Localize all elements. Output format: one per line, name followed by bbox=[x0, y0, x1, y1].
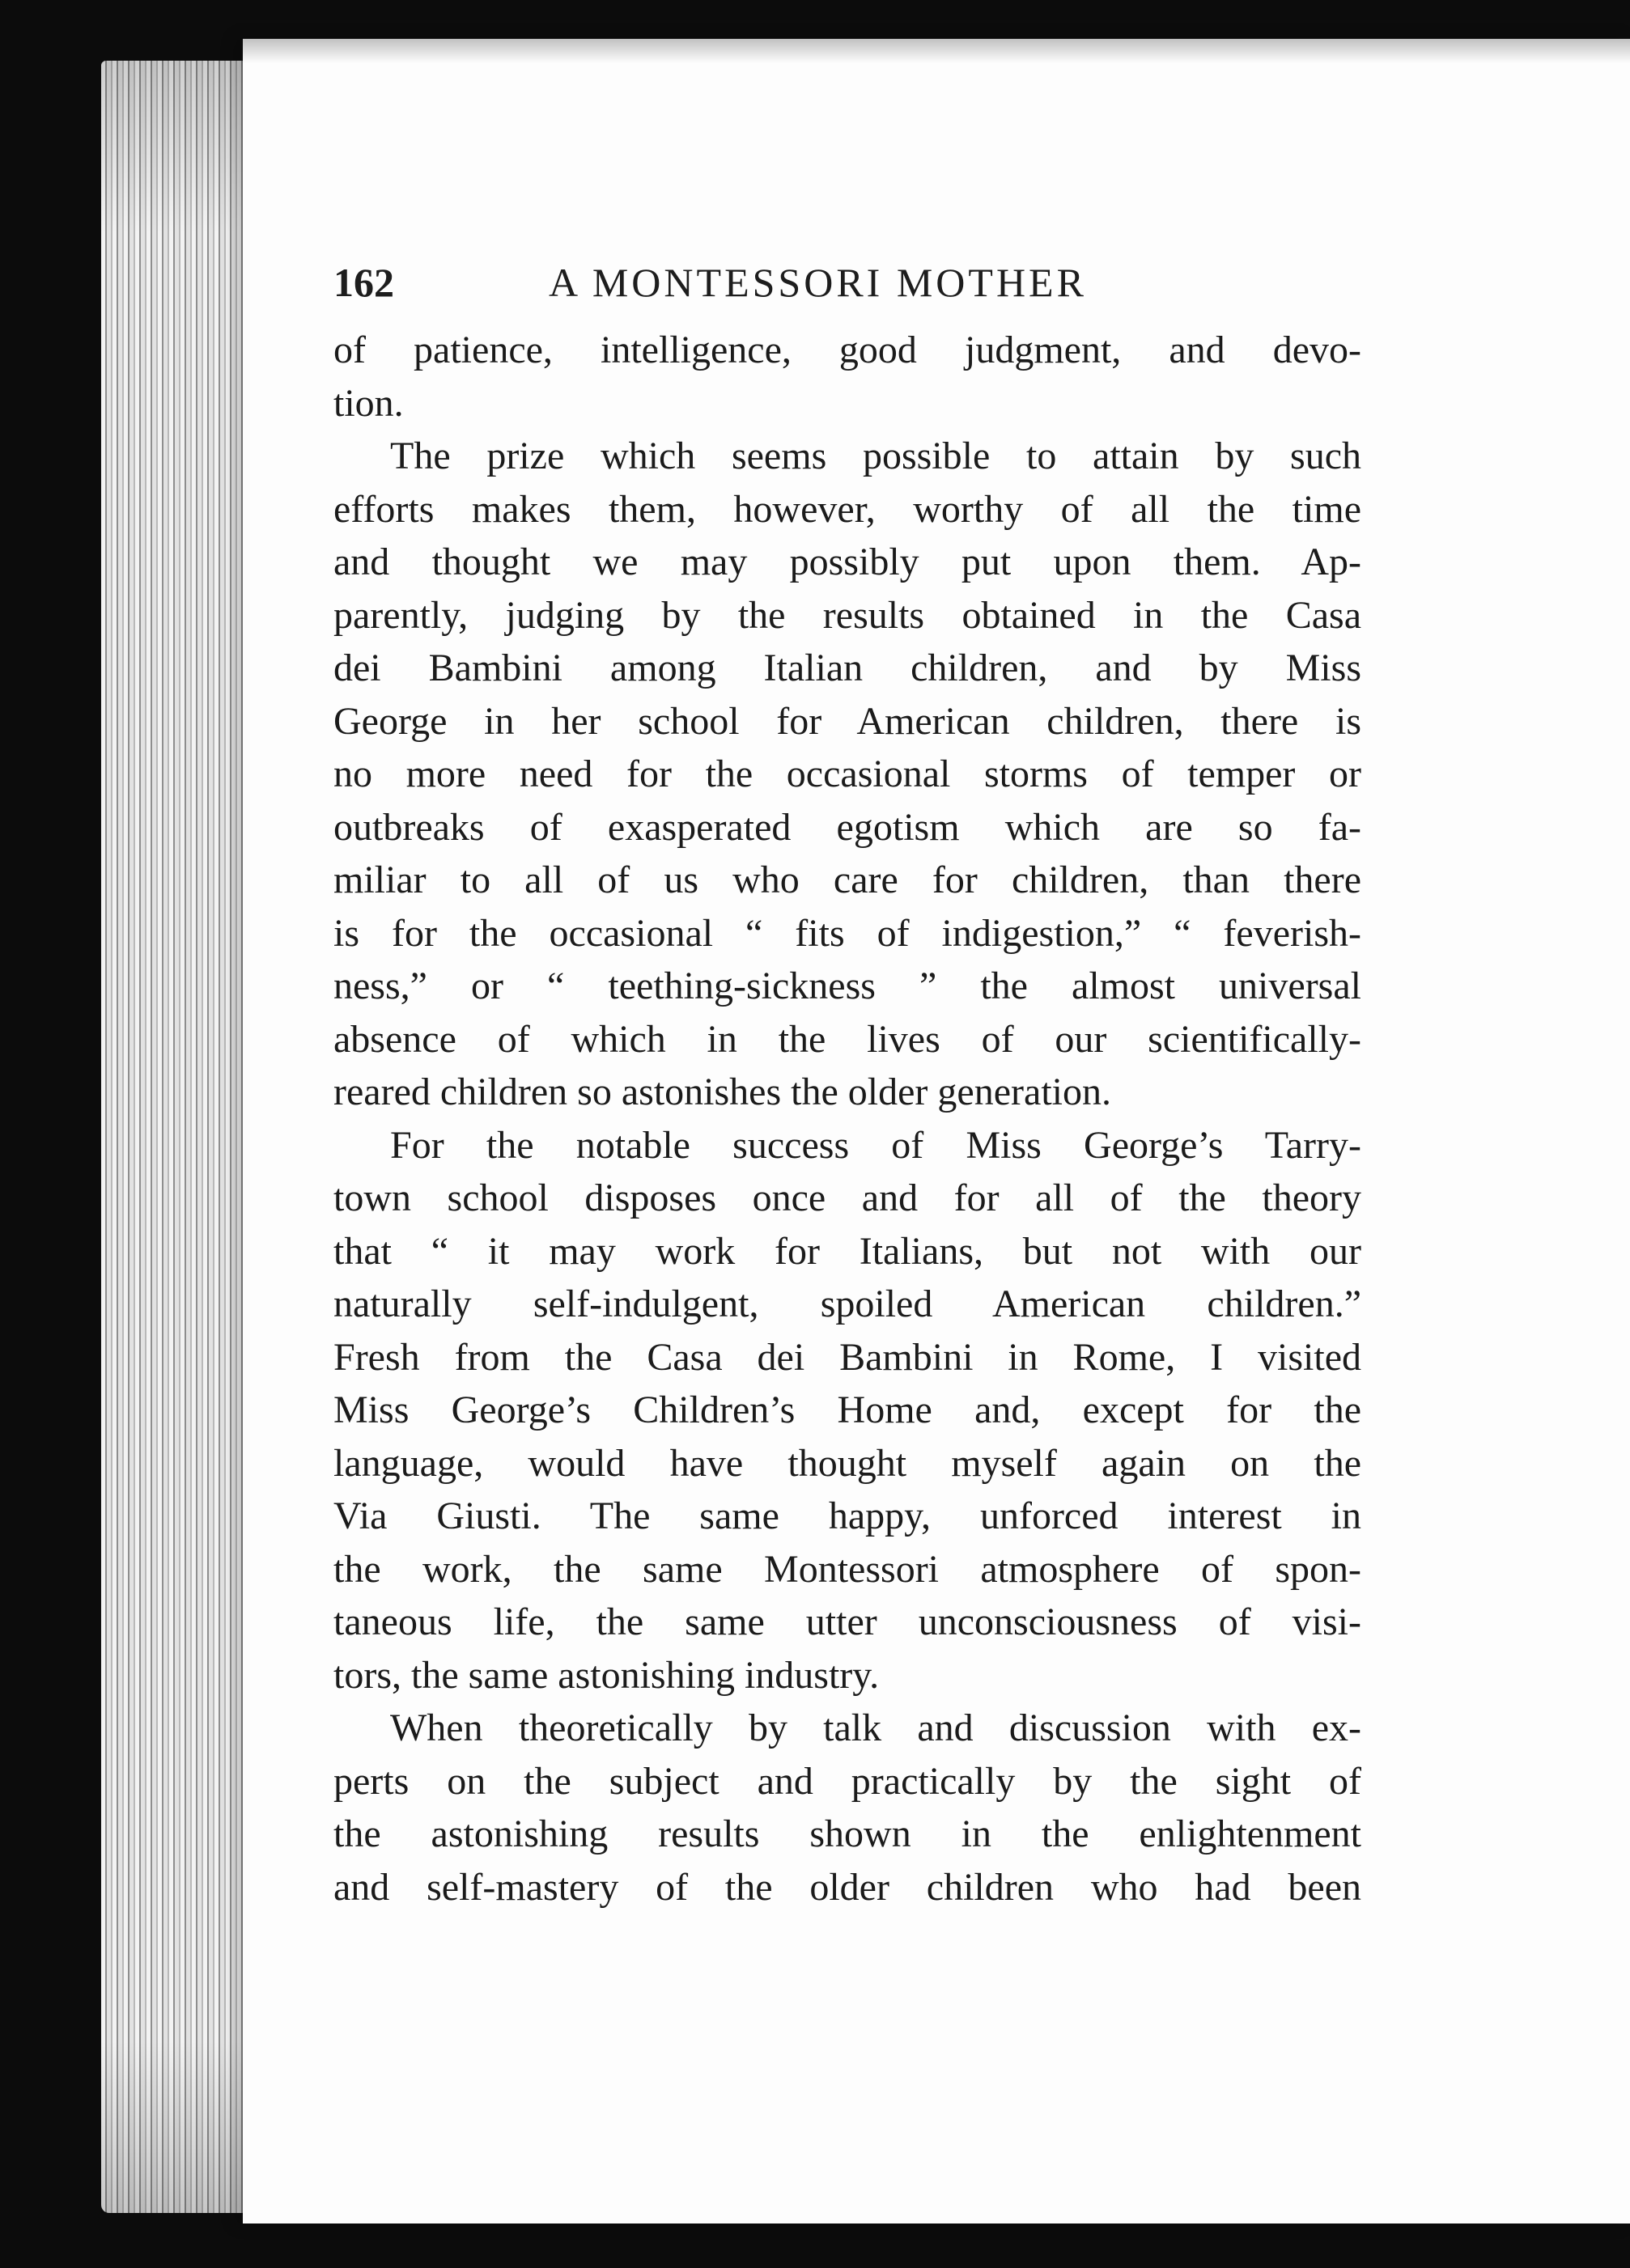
text-line: dei Bambini among Italian children, and by Miss bbox=[333, 646, 1361, 689]
text-line: taneous life, the same utter unconsciousness of visi- bbox=[333, 1600, 1361, 1643]
text-line: When theoretically by talk and discussion with ex- bbox=[390, 1706, 1361, 1749]
text-line: Fresh from the Casa dei Bambini in Rome, I visited bbox=[333, 1335, 1361, 1379]
text-line: outbreaks of exasperated egotism which are so fa- bbox=[333, 805, 1361, 849]
page-number: 162 bbox=[333, 260, 394, 305]
running-head: A MONTESSORI MOTHER bbox=[549, 260, 1087, 305]
text-line: miliar to all of us who care for children, than there bbox=[333, 858, 1361, 901]
text-line: Miss George’s Children’s Home and, except for the bbox=[333, 1388, 1361, 1431]
text-line: of patience, intelligence, good judgment, and devo- bbox=[333, 329, 1361, 371]
text-line: absence of which in the lives of our scientifically- bbox=[333, 1017, 1361, 1061]
text-line: For the notable success of Miss George’s Tarry- bbox=[390, 1123, 1361, 1167]
text-line: efforts makes them, however, worthy of all the time bbox=[333, 487, 1361, 531]
text-line: and self-mastery of the older children who had been bbox=[333, 1865, 1361, 1909]
text-line: naturally self-indulgent, spoiled American children.” bbox=[333, 1282, 1361, 1325]
text-line: ness,” or “ teething-sickness ” the almost universal bbox=[333, 964, 1361, 1007]
text-line: the work, the same Montessori atmosphere of spon- bbox=[333, 1547, 1361, 1591]
page-shadow bbox=[243, 39, 1630, 63]
text-line: the astonishing results shown in the enlightenment bbox=[333, 1812, 1361, 1855]
text-line: is for the occasional “ fits of indigestion,” “ feverish- bbox=[333, 911, 1361, 955]
text-line: George in her school for American children, there is bbox=[333, 699, 1361, 743]
page-header bbox=[333, 228, 1377, 317]
text-line: parently, judging by the results obtained in the Casa bbox=[333, 593, 1361, 637]
text-line: no more need for the occasional storms of temper or bbox=[333, 752, 1361, 795]
text-line: town school disposes once and for all of the theory bbox=[333, 1176, 1361, 1219]
text-line: tors, the same astonishing industry. bbox=[333, 1653, 880, 1697]
body-text bbox=[333, 324, 1361, 1914]
text-line: reared children so astonishes the older generation. bbox=[333, 1070, 1111, 1113]
text-line: language, would have thought myself again on the bbox=[333, 1441, 1361, 1485]
text-line: that “ it may work for Italians, but not with our bbox=[333, 1229, 1361, 1273]
text-line: tion. bbox=[333, 381, 404, 425]
text-line: Via Giusti. The same happy, unforced interest in bbox=[333, 1494, 1361, 1537]
text-line: perts on the subject and practically by the sight of bbox=[333, 1759, 1361, 1803]
text-line: The prize which seems possible to attain by such bbox=[390, 435, 1361, 477]
text-line: and thought we may possibly put upon them. Ap- bbox=[333, 541, 1361, 583]
